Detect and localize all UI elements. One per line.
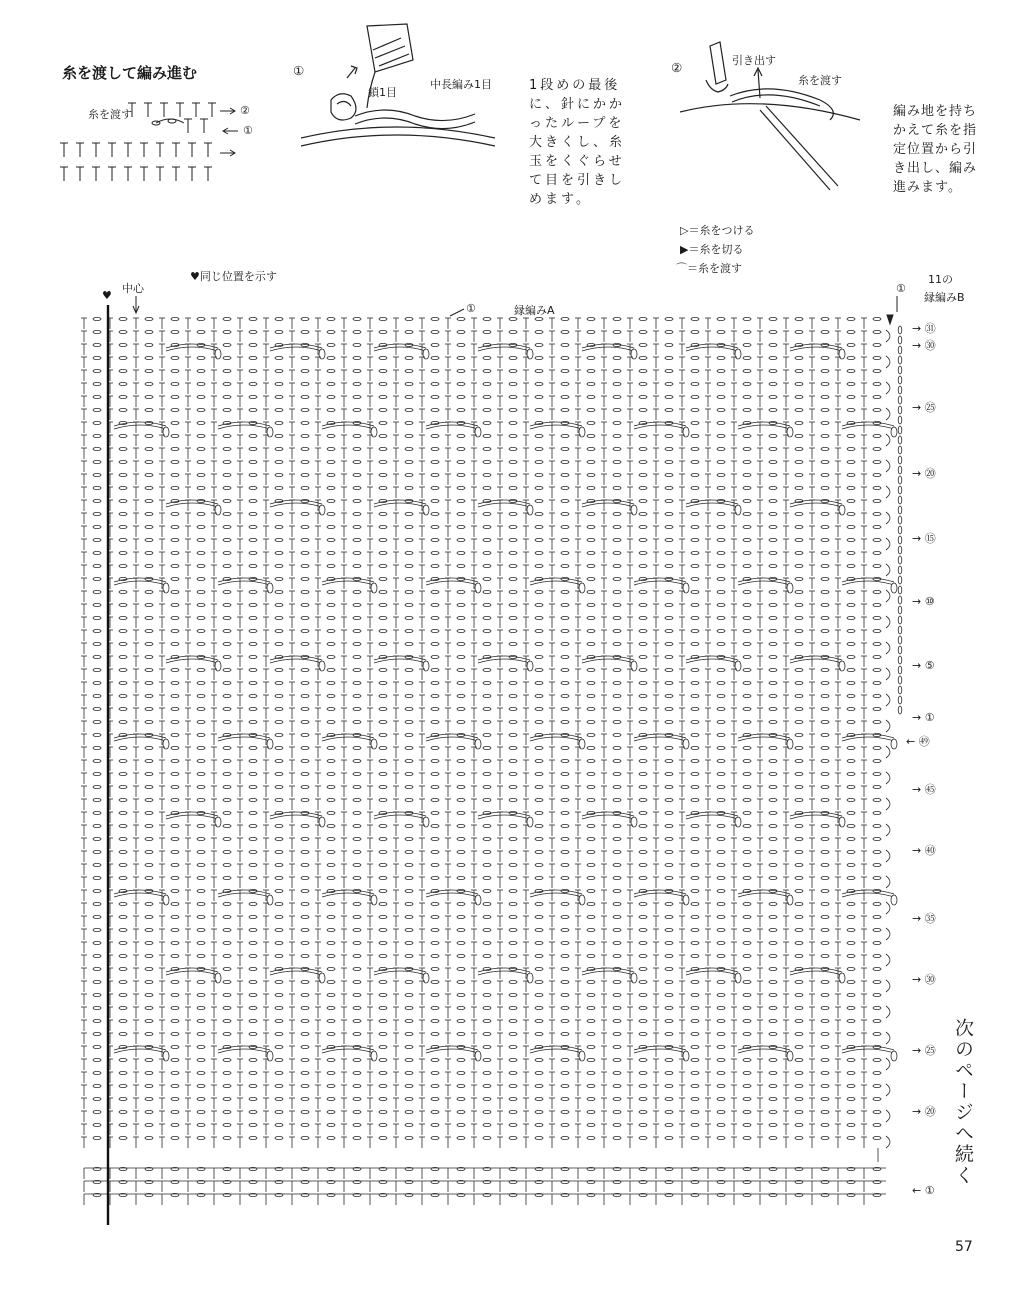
mini-pass-label: 糸を渡す [88,108,132,121]
step2-pull-label: 引き出す [732,54,776,67]
row-number: ㉛ [924,322,936,335]
row-number: ㉟ [924,912,936,925]
row-label [912,1184,935,1197]
row-label [912,595,935,608]
edge-a-label: 縁編みA [514,304,555,317]
row-number: ㉚ [924,973,936,986]
row-direction-arrow-icon: → [912,1044,925,1057]
row-label [912,337,936,353]
step2-pass-label: 糸を渡す [798,74,842,87]
row-direction-arrow-icon: → [912,1105,925,1118]
row-direction-arrow-icon: → [912,339,925,352]
row-direction-arrow-icon: → [912,595,925,608]
row-number: ⑳ [924,467,936,480]
step1-number: ① [293,63,305,78]
cut-yarn-mark [887,315,893,324]
row-label [912,971,936,987]
row-number: ① [924,711,935,724]
row-direction-arrow-icon: → [912,467,925,480]
row-direction-arrow-icon: → [912,322,925,335]
stitch-grid [81,317,902,1205]
row-direction-arrow-icon: → [912,783,925,796]
row-number: ⑩ [924,595,935,608]
row-number: ㊵ [924,844,936,857]
row-direction-arrow-icon: ← [906,735,919,748]
mini-row-mark-1: ① [243,124,253,137]
row-label [912,781,936,797]
page-number: 57 [955,1239,973,1255]
center-label: 中心 [122,282,144,295]
row-label [912,320,936,336]
row-number: ㊾ [918,735,930,748]
legend-text: ＝糸を切る [688,243,744,256]
legend-text: ＝糸を渡す [687,262,742,275]
legend-text: ＝糸をつける [688,224,755,237]
step1-desc-line: て目を引きし [529,173,626,188]
row-number: ㉕ [924,1044,936,1057]
mini-row-mark-2: ② [240,104,250,117]
attach-yarn-icon: ▷ [680,224,689,237]
continue-note: 次のページへ続く [952,1018,974,1186]
step1-desc-line: 大きくし、糸 [529,135,626,150]
step2-desc-line: 進みます。 [893,180,962,195]
edge-a-number: ① [466,302,476,315]
row-number: ㉕ [924,401,936,414]
step2-number: ② [671,60,683,75]
step2-desc-line: 定位置から引 [893,142,978,157]
step1-desc-line: めます。 [529,192,592,207]
step1-desc-line: 玉をくぐらせ [529,154,625,169]
row-label [912,1042,936,1058]
row-number: ⑳ [924,1105,936,1118]
heart-icon: ♥ [102,289,112,302]
row-direction-arrow-icon: → [912,401,925,414]
step2-desc-line: かえて糸を指 [893,123,978,138]
cut-yarn-icon: ▶ [680,243,689,256]
edge-b-line1: 11の [928,273,953,286]
row-number: ㉚ [924,339,936,352]
step1-desc-line: に、針にかか [529,97,626,112]
row-number: ① [924,1184,935,1197]
step2-desc-line: 編み地を持ち [893,104,978,119]
pass-yarn-icon: ⌒ [676,262,687,275]
row-label [912,910,936,926]
edge-a-arrow [450,309,464,316]
section-title: 糸を渡して編み進む [62,64,198,82]
step2-desc-line: き出し、編み [893,161,978,176]
row-number: ⑤ [924,659,935,672]
heart-note: ♥同じ位置を示す [190,270,277,283]
row-direction-arrow-icon: → [912,844,925,857]
step1-chain-label: 鎖1目 [368,86,397,99]
row-label [912,711,935,724]
step1-desc-line: ったループを [529,116,625,131]
row-direction-arrow-icon: → [912,973,925,986]
row-label [912,465,936,481]
row-number: ⑮ [924,532,936,545]
step1-hdc-label: 中長編み1目 [430,78,492,91]
row-label [912,530,936,546]
row-direction-arrow-icon: → [912,532,925,545]
row-direction-arrow-icon: ← [912,1184,925,1197]
row-label [906,733,930,749]
row-label [912,1103,936,1119]
edge-b-number: ① [896,282,906,295]
row-label [912,842,936,858]
row-label [912,659,935,672]
edge-b-line2: 縁編みB [924,291,965,304]
step1-desc-line: 1段めの最後 [529,78,621,93]
row-label [912,399,936,415]
row-number: ㊺ [924,783,936,796]
row-direction-arrow-icon: → [912,659,925,672]
row-direction-arrow-icon: → [912,912,925,925]
row-direction-arrow-icon: → [912,711,925,724]
